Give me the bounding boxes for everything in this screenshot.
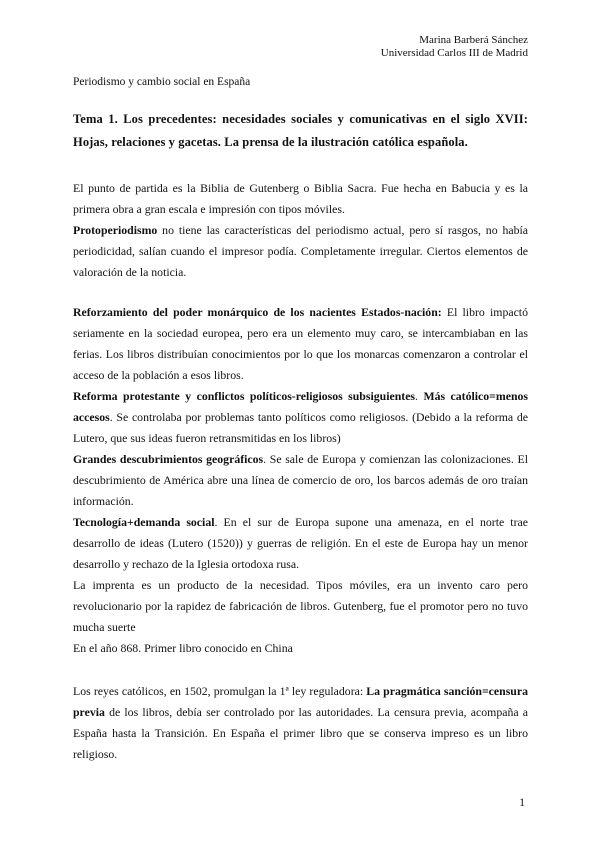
university-name: Universidad Carlos III de Madrid bbox=[380, 47, 528, 59]
paragraph-reforma bbox=[73, 386, 528, 449]
page-number: 1 bbox=[519, 797, 525, 809]
paragraph-gutenberg: El punto de partida es la Biblia de Gutenberg o Biblia Sacra. Fue hecha en Babucia y es la primera obra a gran escala e impresión con tipos móviles. bbox=[73, 181, 528, 216]
section-factors bbox=[73, 302, 528, 659]
paragraph-text: . Se controlaba por problemas tanto políticos como religiosos. (Debido a la reforma de Lutero, que sus ideas fueron retransmitidas en los libros) bbox=[73, 410, 528, 445]
paragraph-tecnologia bbox=[73, 512, 528, 575]
paragraph-reforzamiento bbox=[73, 302, 528, 386]
page-header bbox=[381, 34, 528, 60]
term-bold: Más católico=menos accesos bbox=[73, 389, 528, 424]
author-name: Marina Barberá Sánchez bbox=[419, 34, 528, 46]
paragraph-text: de los libros, debía ser controlado por las autoridades. La censura previa, acompaña a España hasta la Transición. En España el primer libro que se conserva impreso es un libro religioso. bbox=[73, 705, 528, 761]
term-bold: Tecnología+demanda social bbox=[73, 515, 215, 529]
paragraph-text: no tiene las características del periodismo actual, pero sí rasgos, no había periodicidad, salían cuando el impresor podía. Completamente irregular. Ciertos elementos de valoración de la noticia. bbox=[73, 223, 528, 279]
paragraph-text: . En el sur de Europa supone una amenaza, en el norte trae desarrollo de ideas (Lutero (1520)) y guerras de religión. En el este de Europa hay un menor desarrollo y rechazo de la Iglesia ortodoxa rusa. bbox=[73, 515, 528, 571]
term-bold: Reforma protestante y conflictos políticos-religiosos subsiguientes bbox=[73, 389, 416, 403]
term-bold: Reforzamiento del poder monárquico de los nacientes Estados-nación: bbox=[73, 305, 442, 319]
term-bold: Protoperiodismo bbox=[73, 223, 158, 237]
paragraph-text: . Se sale de Europa y comienzan las colonizaciones. El descubrimiento de América abre una línea de comercio de oro, los barcos además de oro traían información. bbox=[73, 452, 528, 508]
paragraph-reyes-catolicos bbox=[73, 681, 528, 765]
paragraph-text: El libro impactó seriamente en la sociedad europea, pero era un elemento muy caro, se intercambiaban en las ferias. Los libros distribuían conocimientos por lo que los monarcas comenzaron a controlar el acceso de la población a esos libros. bbox=[73, 305, 528, 382]
term-bold: Grandes descubrimientos geográficos bbox=[73, 452, 264, 466]
paragraph-imprenta: La imprenta es un producto de la necesidad. Tipos móviles, era un invento caro pero revolucionario por la rapidez de fabricación de libros. Gutenberg, fue el promotor pero no tuvo mucha suerte bbox=[73, 578, 528, 634]
paragraph-descubrimientos bbox=[73, 449, 528, 512]
paragraph-text: Los reyes católicos, en 1502, promulgan la 1ª ley reguladora: bbox=[73, 684, 367, 698]
course-title: Periodismo y cambio social en España bbox=[73, 76, 251, 88]
term-bold: La pragmática sanción=censura previa bbox=[73, 684, 528, 719]
paragraph-text: . bbox=[415, 389, 424, 403]
paragraph-china: En el año 868. Primer libro conocido en China bbox=[73, 641, 293, 655]
topic-title: Tema 1. Los precedentes: necesidades sociales y comunicativas en el siglo XVII: Hojas, relaciones y gacetas. La prensa de la ilustración católica española. bbox=[73, 112, 528, 149]
paragraph-protoperiodismo bbox=[73, 220, 528, 283]
section-intro bbox=[73, 178, 528, 283]
section-censura bbox=[73, 681, 528, 765]
